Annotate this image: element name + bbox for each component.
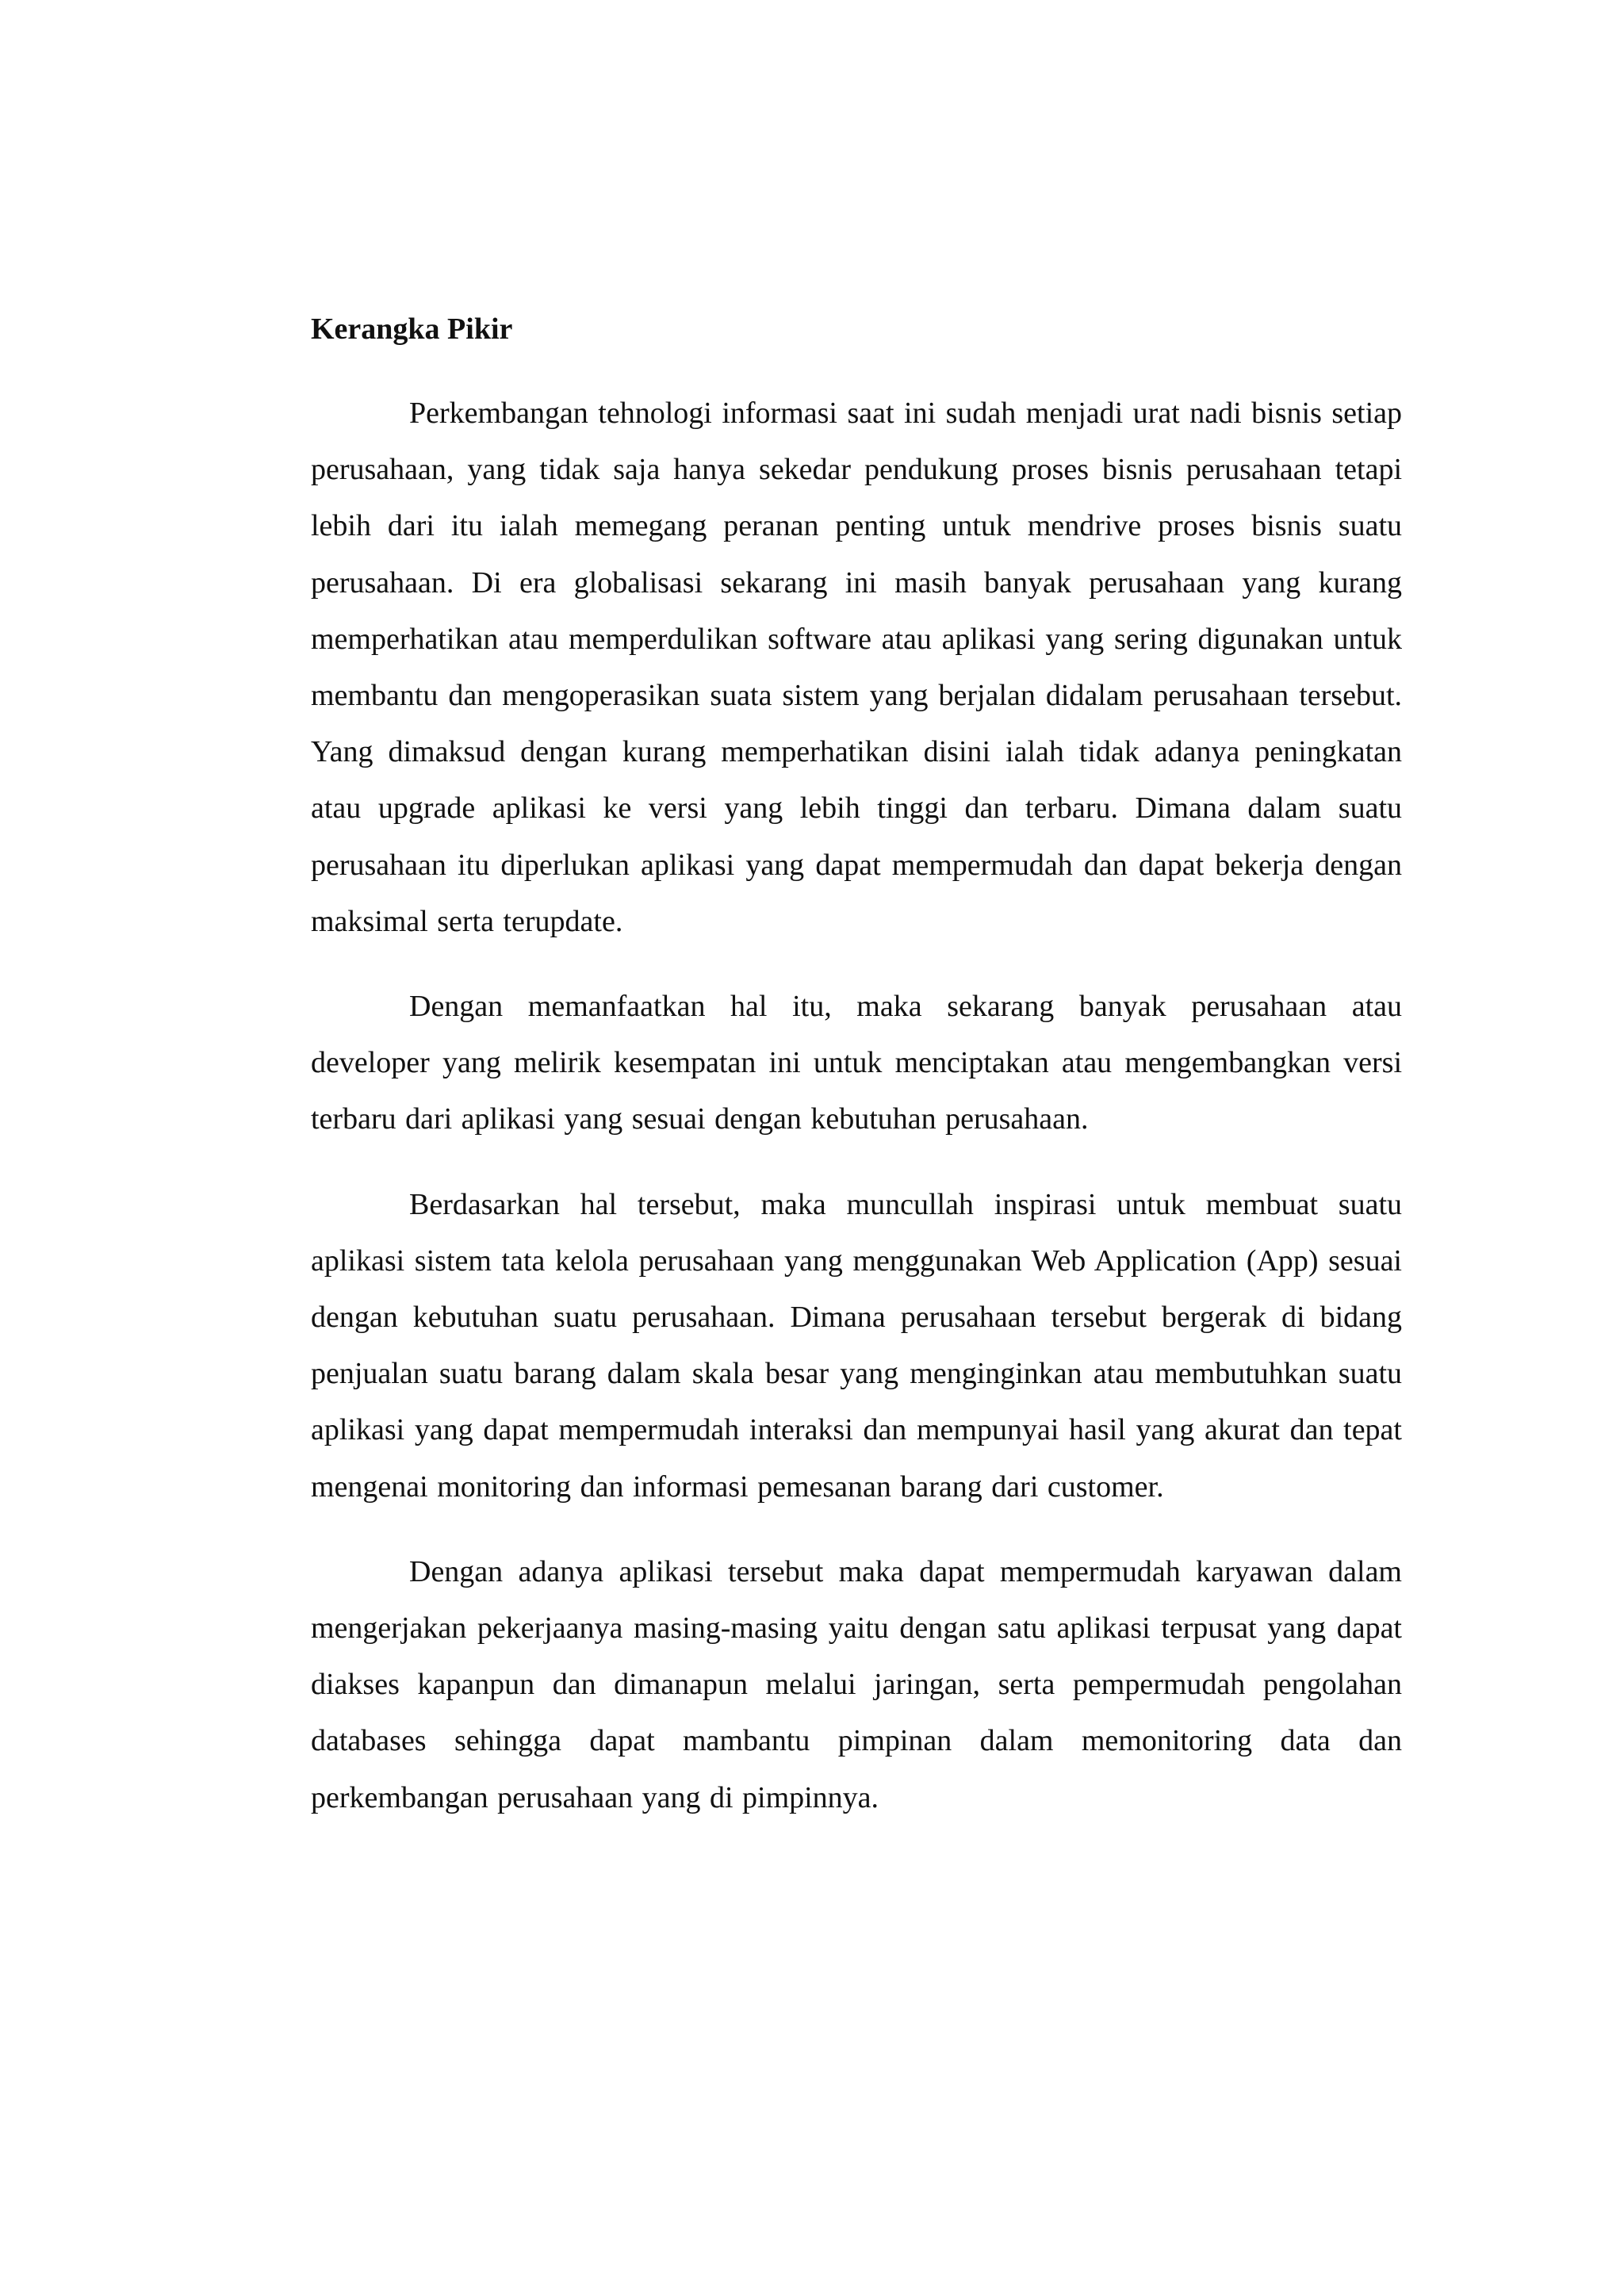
paragraph-4: Dengan adanya aplikasi tersebut maka dapat mempermudah karyawan dalam mengerjakan pekerjaanya masing-masing yaitu dengan satu aplikasi terpusat yang dapat diakses kapanpun dan dimanapun melalui jaringan, serta pempermudah pengolahan databases sehingga dapat mambantu pimpinan dalam memonitoring data dan perkembangan perusahaan yang di pimpinnya. (311, 1554, 1402, 1814)
paragraph-3: Berdasarkan hal tersebut, maka muncullah inspirasi untuk membuat suatu aplikasi sistem tata kelola perusahaan yang menggunakan Web Application (App) sesuai dengan kebutuhan suatu perusahaan. Dimana perusahaan tersebut bergerak di bidang penjualan suatu barang dalam skala besar yang menginginkan atau membutuhkan suatu aplikasi yang dapat mempermudah interaksi dan mempunyai hasil yang akurat dan tepat mengenai monitoring dan informasi pemesanan barang dari customer. (311, 1187, 1402, 1504)
section-heading: Kerangka Pikir (311, 312, 513, 346)
paragraph-1: Perkembangan tehnologi informasi saat ini sudah menjadi urat nadi bisnis setiap perusahaan, yang tidak saja hanya sekedar pendukung proses bisnis perusahaan tetapi lebih dari itu ialah memegang peranan penting untuk mendrive proses bisnis suatu perusahaan. Di era globalisasi sekarang ini masih banyak perusahaan yang kurang memperhatikan atau memperdulikan software atau aplikasi yang sering digunakan untuk membantu dan mengoperasikan suata sistem yang berjalan didalam perusahaan tersebut. Yang dimaksud dengan kurang memperhatikan disini ialah tidak adanya peningkatan atau upgrade aplikasi ke versi yang lebih tinggi dan terbaru. Dimana dalam suatu perusahaan itu diperlukan aplikasi yang dapat mempermudah dan dapat bekerja dengan maksimal serta terupdate. (311, 397, 1402, 938)
paragraph-2: Dengan memanfaatkan hal itu, maka sekarang banyak perusahaan atau developer yang melirik kesempatan ini untuk menciptakan atau mengembangkan versi terbaru dari aplikasi yang sesuai dengan kebutuhan perusahaan. (311, 990, 1402, 1136)
document-body (311, 305, 1402, 1855)
